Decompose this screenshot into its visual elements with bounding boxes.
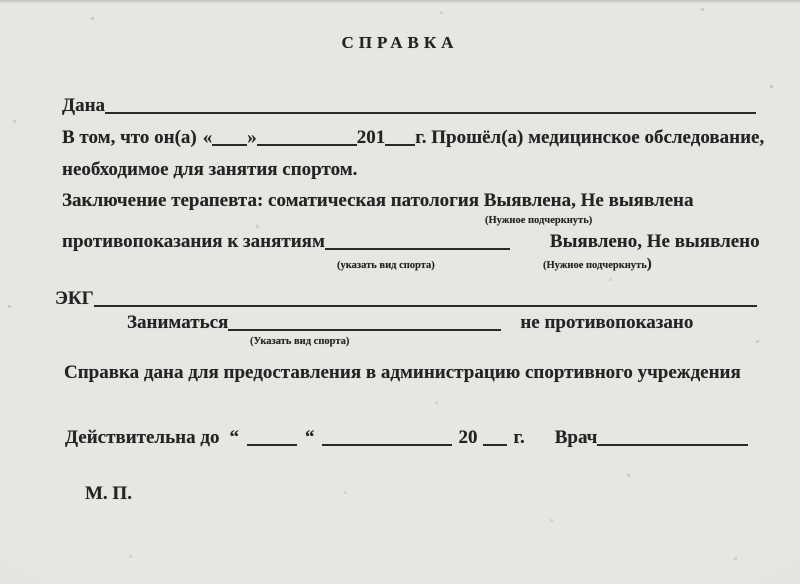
engage-label: Заниматься [127,312,229,333]
sport-note-upper: (Указать вид спорта) [250,336,350,347]
underline-note-2 [543,258,652,272]
sport-note-lower: (указать вид спорта) [337,260,435,271]
underline-note-2-paren: ) [646,256,652,272]
ecg-label: ЭКГ [55,288,94,309]
day-field[interactable] [212,132,247,146]
therapist-conclusion-label: Заключение терапевта: соматическая патология Выявлена, Не выявлена [62,190,694,211]
validity-quote-2: “ [304,427,315,448]
paper-texture [0,0,1,1]
engage-sport-field[interactable] [228,317,501,331]
doctor-label: Врач [554,427,598,448]
row-ecg [55,288,757,310]
engage-result-label: не противопоказано [520,312,694,333]
valid-year-suffix-label: г. [513,427,525,448]
month-field[interactable] [257,132,357,146]
valid-year-field[interactable] [483,432,507,446]
ecg-line[interactable] [94,293,757,307]
row-engage [127,312,694,334]
row-given-to [62,95,756,117]
row-therapist-conclusion [62,190,694,212]
row-validity [65,427,748,449]
contraindications-sport-field[interactable] [325,236,510,250]
purpose-label: Справка дана для предоставления в администрацию спортивного учреждения [64,362,741,383]
stamp-place-label: М. П. [85,483,132,504]
contraindications-result-label: Выявлено, Не выявлено [549,231,760,252]
underline-note-2-text: (Нужное подчеркнуть [543,260,647,271]
open-quote-mark: « [202,127,213,148]
given-to-line[interactable] [105,100,756,114]
year-prefix-label: 201 [356,127,386,148]
row-examination [62,127,766,149]
examination-prefix-label: В том, что он(а) [62,127,197,148]
necessity-label: необходимое для занятия спортом. [62,159,358,180]
underline-note-1: (Нужное подчеркнуть) [485,215,593,226]
row-necessity [62,159,357,181]
examination-suffix-label: г. Прошёл(а) медицинское обследование, [415,127,765,148]
doctor-name-line[interactable] [597,432,748,446]
contraindications-label: противопоказания к занятиям [62,231,325,252]
given-to-label: Дана [62,95,106,116]
document-title: СПРАВКА [341,33,459,52]
close-quote-mark: » [247,127,257,148]
year-field[interactable] [385,132,415,146]
validity-quote-1: “ [229,427,239,448]
row-contraindications [62,231,760,253]
valid-month-field[interactable] [322,432,452,446]
validity-label: Действительна до [65,427,220,448]
valid-day-field[interactable] [247,432,297,446]
valid-year-prefix-label: 20 [458,427,478,448]
row-purpose [64,362,741,384]
